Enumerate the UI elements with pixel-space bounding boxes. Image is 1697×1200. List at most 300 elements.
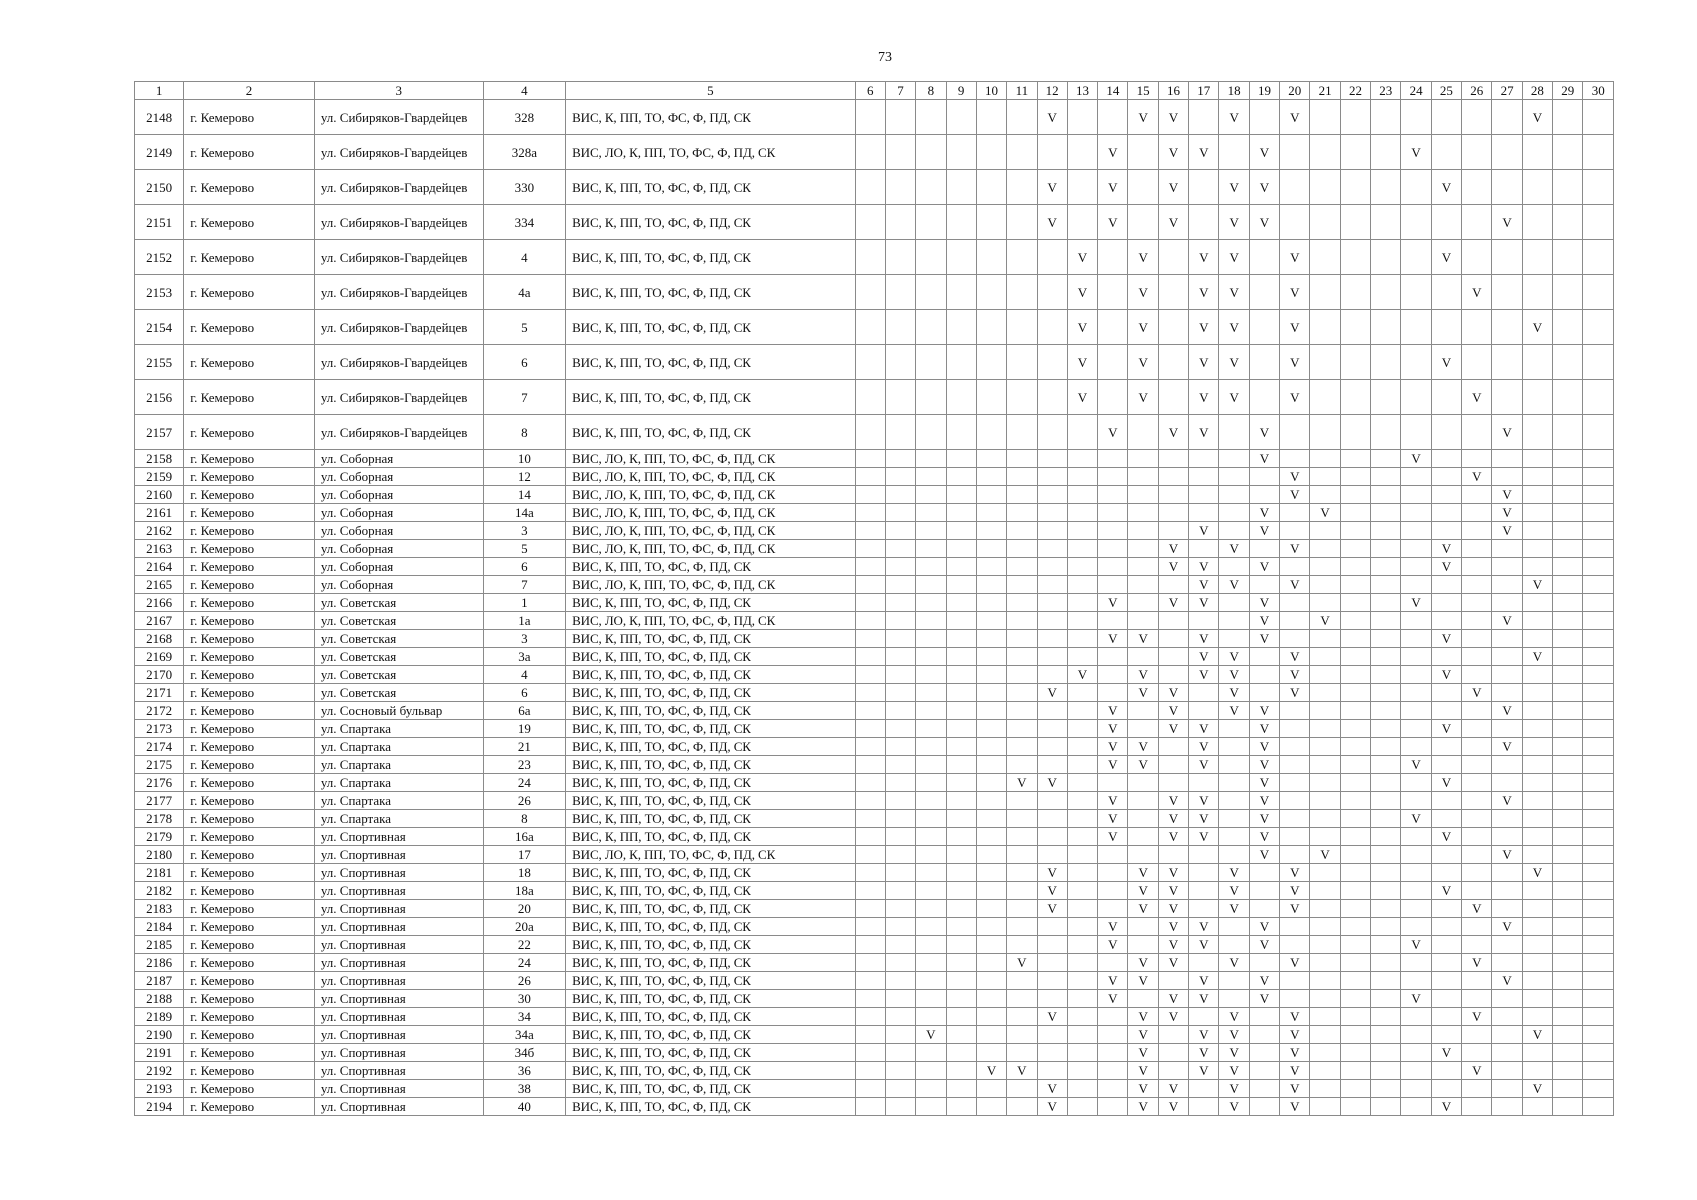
empty-cell xyxy=(916,135,946,170)
city-cell: г. Кемерово xyxy=(184,1026,315,1044)
check-mark-cell: V xyxy=(1462,900,1492,918)
check-mark-cell: V xyxy=(1492,522,1522,540)
services-cell: ВИС, ЛО, К, ПП, ТО, ФС, Ф, ПД, СК xyxy=(566,135,855,170)
empty-cell xyxy=(1098,540,1128,558)
empty-cell xyxy=(946,936,976,954)
empty-cell xyxy=(1340,345,1370,380)
table-row xyxy=(135,666,1614,684)
empty-cell xyxy=(1067,612,1097,630)
empty-cell xyxy=(885,1098,915,1116)
empty-cell xyxy=(1492,720,1522,738)
empty-cell xyxy=(976,450,1006,468)
empty-cell xyxy=(1067,205,1097,240)
empty-cell xyxy=(1007,756,1037,774)
empty-cell xyxy=(1280,170,1310,205)
empty-cell xyxy=(855,380,885,415)
empty-cell xyxy=(1401,864,1431,882)
empty-cell xyxy=(1553,380,1583,415)
empty-cell xyxy=(1007,864,1037,882)
empty-cell xyxy=(1340,1026,1370,1044)
empty-cell xyxy=(946,900,976,918)
services-cell: ВИС, К, ПП, ТО, ФС, Ф, ПД, СК xyxy=(566,702,855,720)
empty-cell xyxy=(1340,205,1370,240)
empty-cell xyxy=(1401,882,1431,900)
empty-cell xyxy=(1067,846,1097,864)
empty-cell xyxy=(1583,1062,1614,1080)
empty-cell xyxy=(1310,954,1340,972)
empty-cell xyxy=(1583,135,1614,170)
empty-cell xyxy=(1219,828,1249,846)
check-mark-cell: V xyxy=(1189,1026,1219,1044)
empty-cell xyxy=(1492,240,1522,275)
empty-cell xyxy=(855,864,885,882)
empty-cell xyxy=(1553,954,1583,972)
empty-cell xyxy=(1492,540,1522,558)
empty-cell xyxy=(1583,864,1614,882)
empty-cell xyxy=(976,648,1006,666)
empty-cell xyxy=(1007,648,1037,666)
check-mark-cell: V xyxy=(1219,900,1249,918)
empty-cell xyxy=(1583,954,1614,972)
empty-cell xyxy=(1128,720,1158,738)
empty-cell xyxy=(1371,846,1401,864)
table-row xyxy=(135,1008,1614,1026)
check-mark-cell: V xyxy=(1492,486,1522,504)
empty-cell xyxy=(1340,170,1370,205)
empty-cell xyxy=(1158,275,1188,310)
empty-cell xyxy=(946,612,976,630)
check-mark-cell: V xyxy=(1128,1062,1158,1080)
street-cell: ул. Спортивная xyxy=(314,864,483,882)
empty-cell xyxy=(1310,702,1340,720)
empty-cell xyxy=(1401,828,1431,846)
street-cell: ул. Спортивная xyxy=(314,1062,483,1080)
table-row xyxy=(135,345,1614,380)
city-cell: г. Кемерово xyxy=(184,380,315,415)
check-mark-cell: V xyxy=(1158,954,1188,972)
empty-cell xyxy=(1401,1044,1431,1062)
check-mark-cell: V xyxy=(1492,792,1522,810)
empty-cell xyxy=(1310,864,1340,882)
services-cell: ВИС, К, ПП, ТО, ФС, Ф, ПД, СК xyxy=(566,666,855,684)
house-number-cell: 24 xyxy=(483,774,565,792)
empty-cell xyxy=(1340,450,1370,468)
empty-cell xyxy=(1462,666,1492,684)
empty-cell xyxy=(1189,468,1219,486)
empty-cell xyxy=(1553,170,1583,205)
city-cell: г. Кемерово xyxy=(184,504,315,522)
column-header-22: 22 xyxy=(1340,82,1370,100)
empty-cell xyxy=(1128,810,1158,828)
empty-cell xyxy=(1340,1008,1370,1026)
empty-cell xyxy=(1158,756,1188,774)
empty-cell xyxy=(1007,846,1037,864)
empty-cell xyxy=(1340,100,1370,135)
empty-cell xyxy=(1371,275,1401,310)
check-mark-cell: V xyxy=(1007,1062,1037,1080)
house-number-cell: 8 xyxy=(483,810,565,828)
empty-cell xyxy=(1067,738,1097,756)
empty-cell xyxy=(1219,792,1249,810)
check-mark-cell: V xyxy=(1067,275,1097,310)
empty-cell xyxy=(885,310,915,345)
empty-cell xyxy=(1462,558,1492,576)
empty-cell xyxy=(1583,486,1614,504)
check-mark-cell: V xyxy=(1249,415,1279,450)
empty-cell xyxy=(1553,558,1583,576)
empty-cell xyxy=(916,100,946,135)
empty-cell xyxy=(1431,135,1461,170)
house-number-cell: 6 xyxy=(483,345,565,380)
empty-cell xyxy=(855,1098,885,1116)
street-cell: ул. Соборная xyxy=(314,486,483,504)
empty-cell xyxy=(1492,310,1522,345)
empty-cell xyxy=(946,702,976,720)
empty-cell xyxy=(1280,990,1310,1008)
check-mark-cell: V xyxy=(1189,135,1219,170)
empty-cell xyxy=(1037,720,1067,738)
empty-cell xyxy=(1280,972,1310,990)
empty-cell xyxy=(1158,612,1188,630)
check-mark-cell: V xyxy=(1098,918,1128,936)
empty-cell xyxy=(1310,540,1340,558)
empty-cell xyxy=(1462,846,1492,864)
empty-cell xyxy=(1371,1080,1401,1098)
row-number-cell: 2167 xyxy=(135,612,184,630)
street-cell: ул. Советская xyxy=(314,612,483,630)
empty-cell xyxy=(1583,684,1614,702)
services-cell: ВИС, К, ПП, ТО, ФС, Ф, ПД, СК xyxy=(566,756,855,774)
empty-cell xyxy=(976,380,1006,415)
empty-cell xyxy=(1007,504,1037,522)
empty-cell xyxy=(855,540,885,558)
check-mark-cell: V xyxy=(1431,240,1461,275)
empty-cell xyxy=(1583,275,1614,310)
check-mark-cell: V xyxy=(1219,240,1249,275)
empty-cell xyxy=(1401,1026,1431,1044)
street-cell: ул. Спартака xyxy=(314,738,483,756)
row-number-cell: 2165 xyxy=(135,576,184,594)
empty-cell xyxy=(1067,720,1097,738)
empty-cell xyxy=(1067,936,1097,954)
empty-cell xyxy=(1371,918,1401,936)
empty-cell xyxy=(885,558,915,576)
city-cell: г. Кемерово xyxy=(184,1008,315,1026)
empty-cell xyxy=(1522,810,1552,828)
services-cell: ВИС, ЛО, К, ПП, ТО, ФС, Ф, ПД, СК xyxy=(566,540,855,558)
empty-cell xyxy=(1462,810,1492,828)
empty-cell xyxy=(1189,900,1219,918)
check-mark-cell: V xyxy=(1189,345,1219,380)
empty-cell xyxy=(1007,450,1037,468)
empty-cell xyxy=(1553,486,1583,504)
check-mark-cell: V xyxy=(1158,828,1188,846)
empty-cell xyxy=(1340,774,1370,792)
check-mark-cell: V xyxy=(1431,774,1461,792)
empty-cell xyxy=(1583,810,1614,828)
empty-cell xyxy=(1340,380,1370,415)
services-cell: ВИС, К, ПП, ТО, ФС, Ф, ПД, СК xyxy=(566,648,855,666)
empty-cell xyxy=(976,990,1006,1008)
check-mark-cell: V xyxy=(1098,972,1128,990)
empty-cell xyxy=(1583,756,1614,774)
empty-cell xyxy=(885,100,915,135)
empty-cell xyxy=(885,954,915,972)
empty-cell xyxy=(1340,846,1370,864)
column-header-24: 24 xyxy=(1401,82,1431,100)
empty-cell xyxy=(946,558,976,576)
empty-cell xyxy=(1310,666,1340,684)
check-mark-cell: V xyxy=(1189,756,1219,774)
empty-cell xyxy=(1219,972,1249,990)
table-row xyxy=(135,522,1614,540)
services-cell: ВИС, К, ПП, ТО, ФС, Ф, ПД, СК xyxy=(566,738,855,756)
street-cell: ул. Сибиряков-Гвардейцев xyxy=(314,240,483,275)
city-cell: г. Кемерово xyxy=(184,900,315,918)
empty-cell xyxy=(1219,810,1249,828)
house-number-cell: 18а xyxy=(483,882,565,900)
check-mark-cell: V xyxy=(1219,100,1249,135)
empty-cell xyxy=(885,1026,915,1044)
empty-cell xyxy=(1583,702,1614,720)
check-mark-cell: V xyxy=(1219,1062,1249,1080)
check-mark-cell: V xyxy=(1189,972,1219,990)
empty-cell xyxy=(1492,1062,1522,1080)
empty-cell xyxy=(1280,720,1310,738)
empty-cell xyxy=(1553,576,1583,594)
empty-cell xyxy=(1553,205,1583,240)
empty-cell xyxy=(1462,864,1492,882)
empty-cell xyxy=(916,1098,946,1116)
empty-cell xyxy=(1583,1098,1614,1116)
check-mark-cell: V xyxy=(1462,954,1492,972)
empty-cell xyxy=(1462,972,1492,990)
street-cell: ул. Соборная xyxy=(314,504,483,522)
empty-cell xyxy=(1158,522,1188,540)
empty-cell xyxy=(1371,810,1401,828)
empty-cell xyxy=(1189,954,1219,972)
empty-cell xyxy=(1007,882,1037,900)
empty-cell xyxy=(1401,954,1431,972)
table-row xyxy=(135,170,1614,205)
street-cell: ул. Спортивная xyxy=(314,1026,483,1044)
empty-cell xyxy=(1340,738,1370,756)
empty-cell xyxy=(1128,540,1158,558)
empty-cell xyxy=(855,522,885,540)
row-number-cell: 2166 xyxy=(135,594,184,612)
empty-cell xyxy=(855,684,885,702)
empty-cell xyxy=(1158,666,1188,684)
check-mark-cell: V xyxy=(1280,486,1310,504)
empty-cell xyxy=(1067,792,1097,810)
table-row xyxy=(135,864,1614,882)
empty-cell xyxy=(1067,504,1097,522)
check-mark-cell: V xyxy=(1462,1008,1492,1026)
check-mark-cell: V xyxy=(976,1062,1006,1080)
empty-cell xyxy=(1219,486,1249,504)
check-mark-cell: V xyxy=(1067,240,1097,275)
check-mark-cell: V xyxy=(1037,882,1067,900)
empty-cell xyxy=(946,810,976,828)
empty-cell xyxy=(1340,522,1370,540)
empty-cell xyxy=(1037,936,1067,954)
empty-cell xyxy=(916,774,946,792)
empty-cell xyxy=(1340,792,1370,810)
empty-cell xyxy=(1553,918,1583,936)
empty-cell xyxy=(976,135,1006,170)
check-mark-cell: V xyxy=(1462,468,1492,486)
check-mark-cell: V xyxy=(1492,972,1522,990)
empty-cell xyxy=(1310,594,1340,612)
empty-cell xyxy=(1310,900,1340,918)
empty-cell xyxy=(1492,468,1522,486)
check-mark-cell: V xyxy=(1219,648,1249,666)
empty-cell xyxy=(1553,720,1583,738)
city-cell: г. Кемерово xyxy=(184,135,315,170)
empty-cell xyxy=(1553,522,1583,540)
check-mark-cell: V xyxy=(1280,275,1310,310)
empty-cell xyxy=(1583,648,1614,666)
check-mark-cell: V xyxy=(1401,450,1431,468)
empty-cell xyxy=(1522,954,1552,972)
check-mark-cell: V xyxy=(1037,1008,1067,1026)
row-number-cell: 2187 xyxy=(135,972,184,990)
empty-cell xyxy=(1189,1080,1219,1098)
empty-cell xyxy=(946,918,976,936)
services-cell: ВИС, К, ПП, ТО, ФС, Ф, ПД, СК xyxy=(566,936,855,954)
empty-cell xyxy=(1340,864,1370,882)
row-number-cell: 2173 xyxy=(135,720,184,738)
empty-cell xyxy=(1128,828,1158,846)
street-cell: ул. Советская xyxy=(314,630,483,648)
check-mark-cell: V xyxy=(1158,702,1188,720)
table-row xyxy=(135,918,1614,936)
empty-cell xyxy=(1371,540,1401,558)
check-mark-cell: V xyxy=(1522,1026,1552,1044)
check-mark-cell: V xyxy=(1249,558,1279,576)
empty-cell xyxy=(1310,415,1340,450)
empty-cell xyxy=(1401,275,1431,310)
check-mark-cell: V xyxy=(1249,450,1279,468)
city-cell: г. Кемерово xyxy=(184,738,315,756)
empty-cell xyxy=(885,345,915,380)
table-row xyxy=(135,720,1614,738)
empty-cell xyxy=(1067,100,1097,135)
empty-cell xyxy=(1067,774,1097,792)
empty-cell xyxy=(1492,1080,1522,1098)
empty-cell xyxy=(1219,135,1249,170)
empty-cell xyxy=(1492,100,1522,135)
empty-cell xyxy=(1189,1098,1219,1116)
check-mark-cell: V xyxy=(1128,380,1158,415)
empty-cell xyxy=(1249,540,1279,558)
empty-cell xyxy=(1583,450,1614,468)
check-mark-cell: V xyxy=(1219,310,1249,345)
check-mark-cell: V xyxy=(1249,522,1279,540)
empty-cell xyxy=(1492,648,1522,666)
empty-cell xyxy=(1007,135,1037,170)
empty-cell xyxy=(1522,612,1552,630)
check-mark-cell: V xyxy=(1401,990,1431,1008)
house-number-cell: 3 xyxy=(483,630,565,648)
check-mark-cell: V xyxy=(1189,558,1219,576)
check-mark-cell: V xyxy=(1219,170,1249,205)
empty-cell xyxy=(1340,576,1370,594)
empty-cell xyxy=(1553,240,1583,275)
empty-cell xyxy=(1371,936,1401,954)
empty-cell xyxy=(1553,504,1583,522)
empty-cell xyxy=(976,1080,1006,1098)
services-cell: ВИС, К, ПП, ТО, ФС, Ф, ПД, СК xyxy=(566,792,855,810)
empty-cell xyxy=(1007,702,1037,720)
city-cell: г. Кемерово xyxy=(184,275,315,310)
empty-cell xyxy=(1462,612,1492,630)
empty-cell xyxy=(1492,756,1522,774)
empty-cell xyxy=(1128,990,1158,1008)
street-cell: ул. Сосновый бульвар xyxy=(314,702,483,720)
street-cell: ул. Спартака xyxy=(314,774,483,792)
empty-cell xyxy=(855,1026,885,1044)
empty-cell xyxy=(1401,900,1431,918)
empty-cell xyxy=(1310,522,1340,540)
row-number-cell: 2158 xyxy=(135,450,184,468)
check-mark-cell: V xyxy=(1219,1008,1249,1026)
column-header-13: 13 xyxy=(1067,82,1097,100)
table-row xyxy=(135,540,1614,558)
empty-cell xyxy=(1189,774,1219,792)
empty-cell xyxy=(1553,1062,1583,1080)
services-cell: ВИС, К, ПП, ТО, ФС, Ф, ПД, СК xyxy=(566,990,855,1008)
table-row xyxy=(135,612,1614,630)
city-cell: г. Кемерово xyxy=(184,594,315,612)
empty-cell xyxy=(1553,594,1583,612)
empty-cell xyxy=(1522,1098,1552,1116)
empty-cell xyxy=(1522,720,1552,738)
empty-cell xyxy=(1037,846,1067,864)
house-number-cell: 22 xyxy=(483,936,565,954)
empty-cell xyxy=(855,450,885,468)
empty-cell xyxy=(1158,1062,1188,1080)
empty-cell xyxy=(976,468,1006,486)
row-number-cell: 2156 xyxy=(135,380,184,415)
empty-cell xyxy=(1037,486,1067,504)
check-mark-cell: V xyxy=(1098,792,1128,810)
empty-cell xyxy=(1007,666,1037,684)
empty-cell xyxy=(946,1044,976,1062)
house-number-cell: 10 xyxy=(483,450,565,468)
check-mark-cell: V xyxy=(1128,1080,1158,1098)
empty-cell xyxy=(1401,648,1431,666)
column-header-10: 10 xyxy=(976,82,1006,100)
empty-cell xyxy=(976,310,1006,345)
empty-cell xyxy=(855,774,885,792)
empty-cell xyxy=(1219,630,1249,648)
check-mark-cell: V xyxy=(1249,936,1279,954)
empty-cell xyxy=(1037,450,1067,468)
check-mark-cell: V xyxy=(1189,380,1219,415)
empty-cell xyxy=(1128,558,1158,576)
empty-cell xyxy=(885,774,915,792)
empty-cell xyxy=(916,504,946,522)
empty-cell xyxy=(1522,936,1552,954)
column-header-27: 27 xyxy=(1492,82,1522,100)
empty-cell xyxy=(855,205,885,240)
empty-cell xyxy=(1371,630,1401,648)
empty-cell xyxy=(1310,275,1340,310)
empty-cell xyxy=(1128,504,1158,522)
empty-cell xyxy=(1522,486,1552,504)
empty-cell xyxy=(1371,240,1401,275)
